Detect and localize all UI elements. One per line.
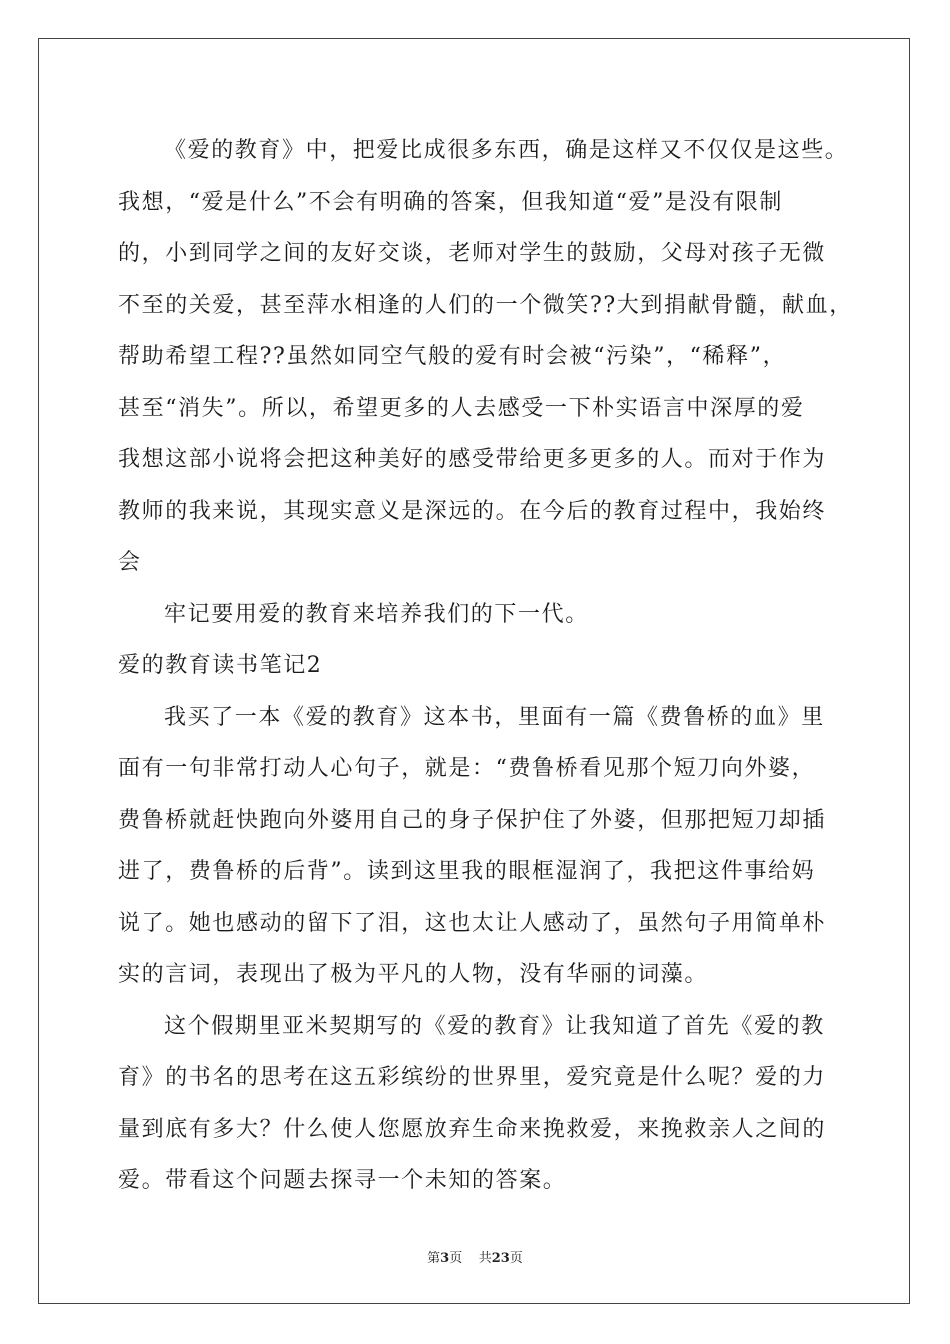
text-line-13: 面有一句非常打动人心句子，就是：“费鲁桥看见那个短刀向外婆， — [118, 756, 816, 781]
text-line-5: 帮助希望工程??虽然如同空气般的爱有时会被“污染”，“稀释”， — [118, 344, 787, 369]
text-line-8: 教师的我来说，其现实意义是深远的。在今后的教育过程中，我始终 — [118, 498, 827, 524]
text-line-10: 牢记要用爱的教育来培养我们的下一代。 — [164, 601, 589, 627]
total-suffix: 页 — [509, 1251, 523, 1266]
text-line-1: 《爱的教育》中，把爱比成很多东西，确是这样又不仅仅是这些。 — [164, 138, 849, 163]
text-line-16: 说了。她也感动的留下了泪，这也太让人感动了，虽然句子用简单朴 — [118, 910, 827, 936]
text-line-21: 爱。带看这个问题去探寻一个未知的答案。 — [118, 1168, 567, 1193]
text-line-18: 这个假期里亚米契期写的《爱的教育》让我知道了首先《爱的教 — [164, 1013, 825, 1039]
text-line-3: 的，小到同学之间的友好交谈，老师对学生的鼓励，父母对孩子无微 — [118, 241, 827, 266]
text-line-17: 实的言词，表现出了极为平凡的人物，没有华丽的词藻。 — [118, 962, 709, 987]
page-number: 3 — [440, 1251, 450, 1266]
total-pages: 23 — [491, 1251, 510, 1266]
text-line-14: 费鲁桥就赶快跑向外婆用自己的身子保护住了外婆，但那把短刀却插 — [118, 807, 827, 833]
text-line-2: 我想，“爱是什么”不会有明确的答案，但我知道“爱”是没有限制 — [118, 189, 783, 215]
text-line-15: 进了，费鲁桥的后背”。读到这里我的眼框湿润了，我把这件事给妈 — [118, 859, 816, 884]
section-heading: 爱的教育读书笔记2 — [118, 653, 323, 678]
text-line-9: 会 — [118, 550, 142, 575]
text-line-20: 量到底有多大？什么使人您愿放弃生命来挽救爱，来挽救亲人之间的 — [118, 1116, 827, 1142]
text-line-19: 育》的书名的思考在这五彩缤纷的世界里，爱究竟是什么呢？爱的力 — [118, 1065, 827, 1090]
page-footer — [0, 1247, 950, 1266]
page-prefix: 第 — [427, 1251, 441, 1266]
text-line-7: 我想这部小说将会把这种美好的感受带给更多更多的人。而对于作为 — [118, 447, 827, 472]
document-body — [118, 125, 853, 1207]
text-line-12: 我买了一本《爱的教育》这本书，里面有一篇《费鲁桥的血》里 — [164, 704, 825, 730]
text-line-6: 甚至“消失”。所以，希望更多的人去感受一下朴实语言中深厚的爱 — [118, 395, 805, 421]
text-line-4: 不至的关爱，甚至萍水相逢的人们的一个微笑??大到捐献骨髓，献血， — [118, 292, 853, 318]
total-prefix: 共 — [478, 1251, 492, 1266]
page-suffix: 页 — [449, 1251, 463, 1266]
